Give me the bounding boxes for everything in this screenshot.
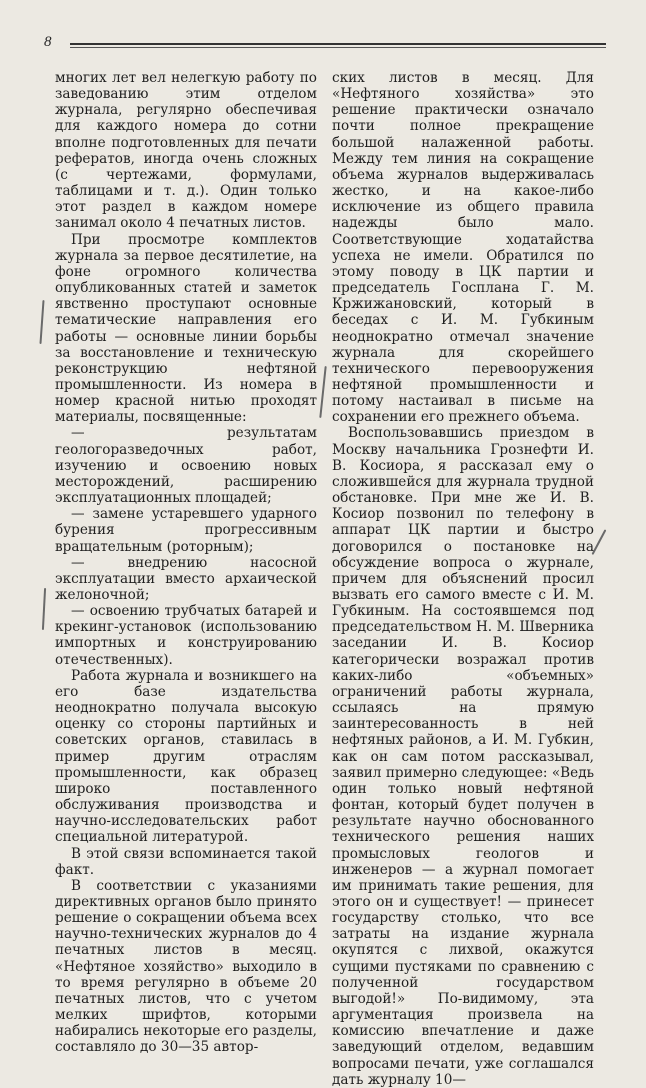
pencil-mark bbox=[319, 366, 326, 418]
pencil-mark bbox=[39, 300, 44, 344]
right-column bbox=[332, 70, 594, 1088]
paragraph: При просмотре комплектов журнала за первое десятилетие, на фоне огромного количества опубликованных статей и заметок явственно проступают основные тематические направления его работы — основные линии борьбы за восстановление и техническую реконструкцию нефтяной промышленности. Из номера в номер красной нитью проходят материалы, посвященные: bbox=[55, 231, 317, 426]
paragraph: В соответствии с указаниями директивных органов было принято решение о сокращении объема всех научно-технических журналов до 4 печатных листов в месяц. «Нефтяное хозяйство» выходило в то время регулярно в объеме 20 печатных листов, что с учетом мелких шрифтов, которыми набирались некоторые его разделы, составляло до 30—35 автор- bbox=[55, 877, 317, 1056]
paragraph: многих лет вел нелегкую работу по заведованию этим отделом журнала, регулярно обеспечивая для каждого номера до сотни вполне подготовленных для печати рефератов, иногда очень сложных (с чертежами, формулами, таблицами и т. д.). Один только этот раздел в каждом номере занимал около 4 печатных листов. bbox=[55, 70, 317, 232]
list-item: — внедрению насосной эксплуатации вместо архаической желоночной; bbox=[55, 554, 317, 603]
header-rule-thin bbox=[70, 47, 606, 48]
list-item: — результатам геологоразведочных работ, изучению и освоению новых месторождений, расширению эксплуатационных площадей; bbox=[55, 425, 317, 507]
paragraph: ских листов в месяц. Для «Нефтяного хозяйства» это решение практически означало почти полное прекращение большой налаженной работы. Между тем линия на сокращение объема журналов выдерживалась жестко, и на какое-либо исключение из общего правила надежды было мало. Соответствующие ходатайства успеха не имели. Обратился по этому поводу в ЦК партии и председатель Госплана Г. М. Кржижановский, который в беседах с И. М. Губкиным неоднократно отмечал значение журнала для скорейшего технического перевооружения нефтяной промышленности и потому настаивал в письме на сохранении его прежнего объема. bbox=[332, 70, 594, 426]
paragraph: В этой связи вспоминается такой факт. bbox=[55, 845, 317, 878]
header-rule bbox=[70, 43, 606, 45]
left-column bbox=[55, 70, 317, 1056]
page-header bbox=[44, 34, 606, 54]
list-item: — освоению трубчатых батарей и крекинг-установок (использованию импортных и конструированию отечественных). bbox=[55, 603, 317, 668]
page-number: 8 bbox=[44, 34, 52, 50]
list-item: — замене устаревшего ударного бурения прогрессивным вращательным (роторным); bbox=[55, 506, 317, 555]
paragraph: Воспользовавшись приездом в Москву начальника Грознефти И. В. Косиора, я рассказал ему о сложившейся для журнала трудной обстановке. При мне же И. В. Косиор позвонил по телефону в аппарат ЦК партии и быстро договорился о постановке на обсуждение вопроса о журнале, причем для объяснений просил вызвать его самого вместе с И. М. Губкиным. На состоявшемся под председательством Н. М. Шверника заседании И. В. Косиор категорически возражал против каких-либо «объемных» ограничений работы журнала, ссылаясь на прямую заинтересованность в ней нефтяных районов, а И. М. Губкин, как он сам потом рассказывал, заявил примерно следующее: «Ведь один только новый нефтяной фонтан, который будет получен в результате научно обоснованного технического решения наших промысловых геологов и инженеров — а журнал помогает им принимать такие решения, для этого он и существует! — принесет государству столько, что все затраты на издание журнала окупятся с лихвой, окажутся сущими пустяками по сравнению с полученной государством выгодой!» По-видимому, эта аргументация произвела на комиссию впечатление и даже заведующий отделом, ведавшим вопросами печати, уже соглашался дать журналу 10— bbox=[332, 425, 594, 1088]
pencil-mark bbox=[42, 588, 46, 630]
paragraph: Работа журнала и возникшего на его базе издательства неоднократно получала высокую оценку со стороны партийных и советских органов, ставилась в пример другим отраслям промышленности, как образец широко поставленного обслуживания производства и научно-исследовательских работ специальной литературой. bbox=[55, 667, 317, 846]
